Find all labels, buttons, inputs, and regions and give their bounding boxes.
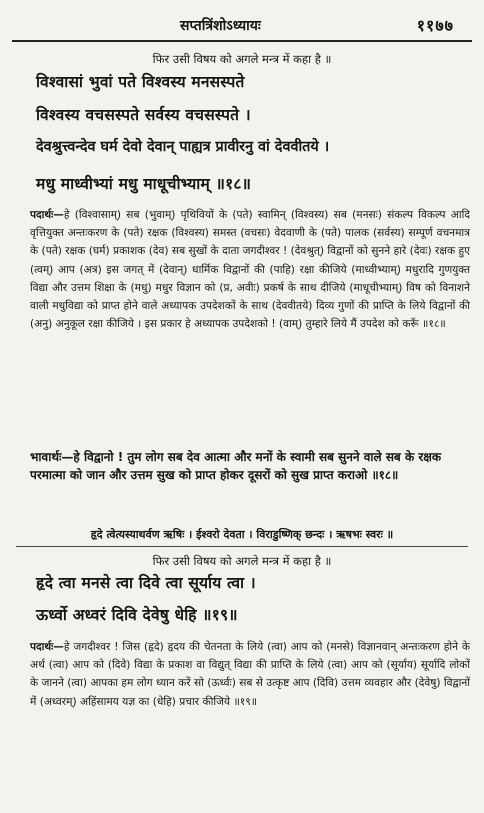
padartha-text-2: हे जगदीश्वर ! जिस (हृदे) हृदय की चेतनता के लिये (त्वा) आप को (मनसे) विज्ञानवान् अन्तःकरण होने के अर्थ (त्वा) आप को (दिवे) विद्या के प्रकाश वा विद्युत् विद्या की प्राप्ति के लिये (त्वा) आप को (सूर्याय) सूर्यादि लोकों के जानने (त्वा) आपका हम लोग ध्यान करें सो (ऊर्ध्वः) सब से उत्कृष्ट आप (दिवि) उत्तम व्यवहार और (देवेषु) विद्वानों में (अध्वरम्) अहिंसामय यज्ञ का (धेहि) प्रचार कीजिये ॥१९॥: [30, 641, 470, 708]
padartha-label-2: पदार्थः—: [30, 641, 64, 653]
bhavartha-text: हे विद्वानो ! तुम लोग सब देव आत्मा और मनों के स्वामी सब सुनने वाले सब के रक्षक परमात्मा को जान और उत्तम सुख को प्राप्त होकर दूसरों को सुख प्राप्त कराओ ॥१८॥: [30, 450, 442, 483]
mantra-19-line-1: हृदे त्वा मनसे त्वा दिवे त्वा सूर्याय त्वा ।: [36, 574, 256, 592]
chapter-title: सप्तत्रिंशोऽध्यायः: [180, 18, 261, 34]
mantra-line-2: विश्वस्य वचसस्पते सर्वस्य वचसस्पते ।: [36, 106, 251, 124]
divider-rule: [16, 546, 468, 547]
section1-intro: फिर उसी विषय को अगले मन्त्र में कहा है ॥: [152, 52, 332, 66]
mantra-line-1: विश्वासां भुवां पते विश्वस्य मनसस्पते: [36, 73, 245, 91]
padartha-text: हे (विश्वासाम्) सब (भुवाम्) पृथिवियों के (पते) स्वामिन् (विश्वस्य) सब (मनसः) संकल्प विकल्प आदि वृत्तियुक्त अन्तःकरण के (पते) रक्षक (विश्वस्य) समस्त (वचसः) वेदवाणी के (पते) पालक (सर्वस्य) सम्पूर्ण वचनमात्र के (पते) रक्षक (घर्म) प्रकाशक (देव) सब सुखों के दाता जगदीश्वर ! (देवश्रुत्) विद्वानों को सुनने हारे (देवः) रक्षक हुए (त्वम्) आप (अत्र) इस जगत् में (देवान्) धार्मिक विद्वानों की (पाहि) रक्षा कीजिये (माध्वीभ्याम्) मधुरादि गुणयुक्त विद्या और उत्तम शिक्षा के (मधु) मधुर विज्ञान को (प्र, अवीः) प्रकर्ष के साथ दीजिये (माधूचीभ्याम्) विष को विनाशने वाली मधुविद्या को प्राप्त होने वाले अध्यापक उपदेशकों के साथ (देववीतये) दिव्य गुणों की प्राप्ति के लिये विद्वानों की (अनु) अनुकूल रक्षा कीजिये । इस प्रकार हे अध्यापक उपदेशको ! (वाम्) तुम्हारे लिये मैं उपदेश को करूँ ॥१८॥: [30, 209, 470, 331]
rishi-devata-line: हृदे त्वेत्यस्याथर्वण ऋषिः । ईश्वरो देवता । विराडुष्णिक् छन्दः । ऋषभः स्वरः ॥: [90, 528, 394, 541]
header-rule: [12, 40, 472, 42]
bhavartha-paragraph: [30, 448, 470, 485]
padartha-paragraph-1: [30, 206, 470, 333]
bhavartha-label: भावार्थः—: [30, 450, 74, 464]
padartha-paragraph-2: [30, 638, 470, 711]
mantra-line-4: मधु माध्वीभ्यां मधु माधूचीभ्याम् ॥१८॥: [36, 175, 252, 193]
section2-intro: फिर उसी विषय को अगले मन्त्र में कहा है ॥: [152, 554, 332, 568]
mantra-19-line-2: ऊर्ध्वो अध्वरं दिवि देवेषु धेहि ॥१९॥: [36, 606, 238, 624]
page-number: ११७७: [416, 16, 454, 35]
mantra-line-3: देवश्रुत्त्वन्देव घर्म देवो देवान् पाह्यत्र प्रावीरनु वां देववीतये ।: [36, 139, 330, 155]
padartha-label: पदार्थः—: [30, 209, 64, 221]
page-header: [0, 10, 484, 40]
